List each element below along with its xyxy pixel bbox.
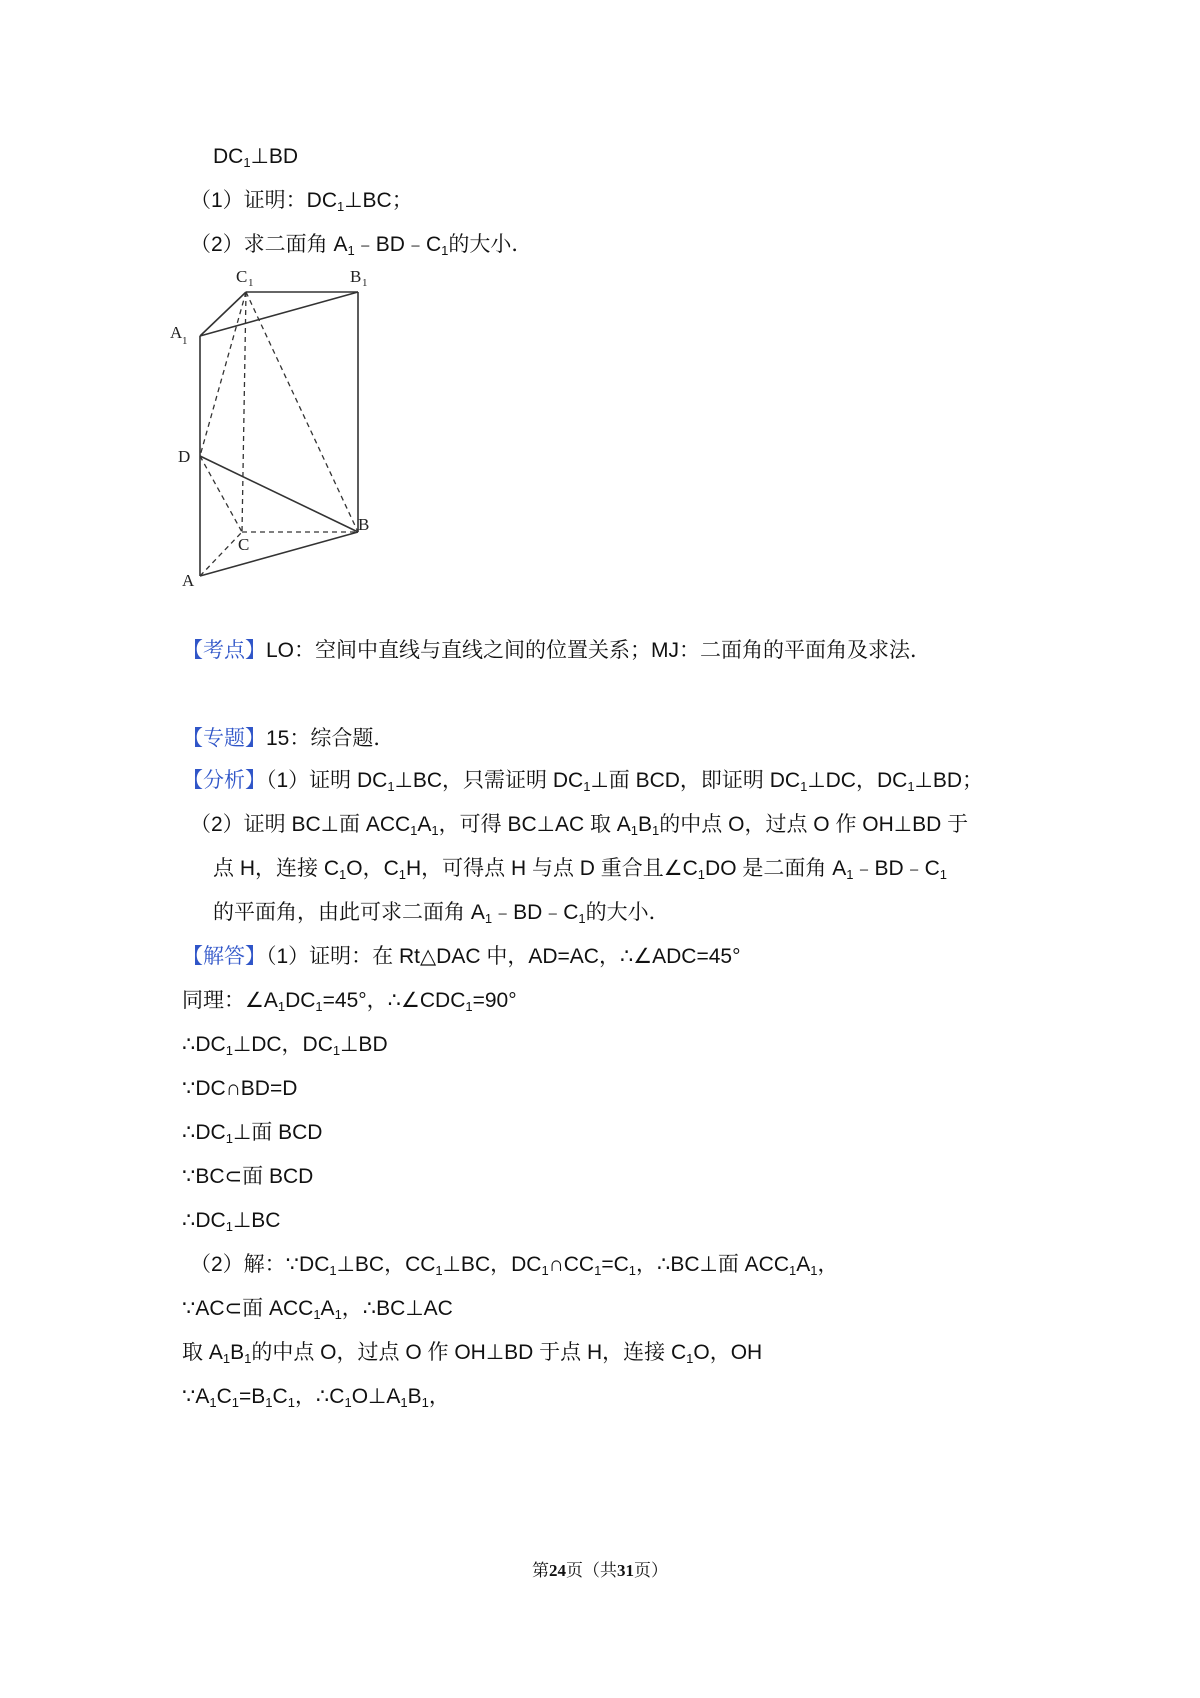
text-run: （2）证明 BC⊥面 ACC: [190, 813, 411, 836]
subscript: 1: [277, 999, 286, 1014]
proof-line-1: [182, 986, 517, 1022]
subscript: 1: [225, 1219, 233, 1234]
text-run: ，∴BC⊥AC: [341, 1297, 453, 1320]
subscript: 1: [628, 1263, 637, 1278]
edge-d-c: [200, 456, 242, 532]
label-a1: A: [170, 323, 183, 342]
text-run: ⊥DC，DC: [232, 1033, 333, 1056]
section-tag: 【考点】: [182, 639, 266, 662]
subscript: 1: [652, 823, 660, 838]
proof-line-5: [182, 1162, 313, 1192]
text-run: ，∴C: [294, 1385, 345, 1408]
text-run: 点 H，连接 C: [213, 857, 339, 880]
text-run: =90°: [472, 989, 517, 1012]
subscript: 1: [846, 867, 854, 882]
section-tag: 【解答】: [182, 945, 266, 968]
text-run: 的大小．: [585, 901, 670, 924]
text-run: ∵A: [182, 1385, 210, 1408]
solution-2-line-1: [190, 1250, 839, 1286]
subscript: 1: [907, 779, 915, 794]
text-run: 15：综合题．: [266, 727, 395, 750]
label-a: A: [182, 571, 195, 590]
subscript: 1: [231, 1395, 240, 1410]
question-2: [190, 230, 532, 266]
text-run: （1）证明 DC: [266, 769, 388, 792]
subscript: 1: [209, 1395, 217, 1410]
text-run: ⊥BC，DC: [442, 1253, 542, 1276]
text-run: ⊥BD: [250, 145, 299, 168]
label-b1-sub: 1: [362, 277, 368, 289]
subscript: 1: [583, 779, 591, 794]
text-run: （2）解：∵DC: [190, 1253, 330, 1276]
edge-d-b: [200, 456, 358, 532]
text-run: =45°，∴∠CDC: [322, 989, 466, 1012]
subscript: 1: [465, 999, 473, 1014]
text-run: 同理：∠A: [182, 989, 278, 1012]
label-a1-sub: 1: [182, 335, 188, 347]
subscript: 1: [697, 867, 706, 882]
fenxi-line-3: [213, 854, 947, 890]
solution-2-line-2: [182, 1294, 453, 1330]
zhuanti-line: [182, 724, 394, 754]
subscript: 1: [939, 867, 948, 882]
section-tag: 【专题】: [182, 727, 266, 750]
text-run: A: [320, 1297, 335, 1320]
text-run: ⊥BC，只需证明 DC: [394, 769, 584, 792]
subscript: 1: [332, 1043, 341, 1058]
text-run: ，∴BC⊥面 ACC: [636, 1253, 790, 1276]
subscript: 1: [347, 243, 355, 258]
text-run: B: [230, 1341, 245, 1364]
subscript: 1: [431, 823, 439, 838]
text-run: ∵AC⊂面 ACC: [182, 1297, 314, 1320]
text-run: DC: [213, 145, 244, 168]
subscript: 1: [800, 779, 808, 794]
edge-c1-c: [242, 292, 246, 532]
subscript: 1: [594, 1263, 602, 1278]
proof-line-6: [182, 1206, 280, 1242]
subscript: 1: [287, 1395, 295, 1410]
text-run: ﹣BD﹣C: [492, 901, 579, 924]
text-run: ∵DC∩BD=D: [182, 1077, 298, 1100]
subscript: 1: [578, 911, 586, 926]
text-run: A: [417, 813, 432, 836]
footer-post: 页）: [634, 1561, 668, 1580]
proof-line-2: [182, 1030, 388, 1066]
fenxi-line-2: [190, 810, 968, 846]
subscript: 1: [265, 1395, 273, 1410]
subscript: 1: [435, 1263, 443, 1278]
prism-figure: [170, 270, 430, 610]
subscript: 1: [441, 243, 449, 258]
text-run: C: [216, 1385, 232, 1408]
footer-pre: 第: [532, 1561, 549, 1580]
text-run: 的大小．: [448, 233, 533, 256]
text-run: ∵BC⊂面 BCD: [182, 1165, 314, 1188]
subscript: 1: [329, 1263, 337, 1278]
subscript: 1: [410, 823, 418, 838]
text-run: ﹣BD﹣C: [354, 233, 442, 256]
subscript: 1: [243, 155, 251, 170]
text-run: ∴DC: [182, 1033, 226, 1056]
text-run: H，可得点 H 与点 D 重合且∠C: [405, 857, 698, 880]
subscript: 1: [686, 1351, 694, 1366]
text-run: O，C: [346, 857, 399, 880]
subscript: 1: [421, 1395, 429, 1410]
subscript: 1: [810, 1263, 818, 1278]
text-run: DO 是二面角 A: [705, 857, 847, 880]
label-c1: C: [236, 270, 248, 286]
subscript: 1: [400, 1395, 408, 1410]
subscript: 1: [339, 867, 347, 882]
text-run: ⊥BC，CC: [336, 1253, 436, 1276]
subscript: 1: [225, 1043, 233, 1058]
subscript: 1: [344, 1395, 352, 1410]
label-c1-sub: 1: [248, 277, 254, 289]
text-run: O⊥A: [351, 1385, 401, 1408]
question-1: [190, 186, 413, 222]
text-run: （1）证明：在 Rt△DAC 中，AD=AC，∴∠ADC=45°: [266, 945, 741, 968]
label-b: B: [358, 515, 370, 534]
text-run: ，: [817, 1253, 839, 1276]
text-run: ，可得 BC⊥AC 取 A: [438, 813, 631, 836]
text-run: DC: [285, 989, 316, 1012]
page-footer: [0, 1556, 1200, 1581]
footer-total-pages: 31: [617, 1561, 634, 1580]
text-run: ，: [428, 1385, 450, 1408]
text-run: ⊥面 BCD，即证明 DC: [590, 769, 801, 792]
text-run: ﹣BD﹣C: [853, 857, 940, 880]
solution-2-line-4: [182, 1382, 450, 1418]
subscript: 1: [387, 779, 395, 794]
text-run: ∴DC: [182, 1209, 226, 1232]
text-run: B: [638, 813, 653, 836]
kaodian-line: [182, 636, 931, 666]
label-c: C: [238, 535, 250, 554]
text-run: ⊥DC，DC: [807, 769, 908, 792]
text-run: 的中点 O，过点 O 作 OH⊥BD 于: [659, 813, 969, 836]
fenxi-line: [182, 766, 983, 802]
text-run: 取 A: [182, 1341, 223, 1364]
subscript: 1: [313, 1307, 321, 1322]
footer-mid: 页（共: [566, 1561, 617, 1580]
subscript: 1: [541, 1263, 549, 1278]
line-dc1-perp-bd: [213, 142, 298, 178]
text-run: 的中点 O，过点 O 作 OH⊥BD 于点 H，连接 C: [251, 1341, 687, 1364]
fenxi-line-4: [213, 898, 670, 934]
edge-c1-d: [200, 292, 246, 456]
section-tag: 【分析】: [182, 769, 266, 792]
subscript: 1: [315, 999, 323, 1014]
text-run: ∴DC: [182, 1121, 226, 1144]
text-run: （1）证明：DC: [190, 189, 338, 212]
text-run: ⊥BC；: [344, 189, 413, 212]
text-run: A: [796, 1253, 811, 1276]
text-run: LO：空间中直线与直线之间的位置关系；MJ：二面角的平面角及求法．: [266, 639, 932, 662]
label-d: D: [178, 447, 191, 466]
text-run: ⊥面 BCD: [232, 1121, 323, 1144]
text-run: =B: [239, 1385, 266, 1408]
label-b1: B: [350, 270, 362, 286]
text-run: =C: [601, 1253, 629, 1276]
subscript: 1: [244, 1351, 252, 1366]
subscript: 1: [789, 1263, 797, 1278]
subscript: 1: [630, 823, 639, 838]
text-run: ⊥BC: [232, 1209, 281, 1232]
subscript: 1: [225, 1131, 233, 1146]
text-run: ⊥BD: [340, 1033, 388, 1056]
subscript: 1: [334, 1307, 342, 1322]
subscript: 1: [484, 911, 493, 926]
subscript: 1: [222, 1351, 231, 1366]
edge-a-b: [200, 532, 358, 576]
text-run: （2）求二面角 A: [190, 233, 348, 256]
proof-line-3: [182, 1074, 297, 1104]
subscript: 1: [337, 199, 345, 214]
subscript: 1: [398, 867, 406, 882]
proof-line-4: [182, 1118, 322, 1154]
jieda-line: [182, 942, 741, 972]
text-run: ∩CC: [548, 1253, 595, 1276]
footer-page-number: 24: [549, 1561, 566, 1580]
text-run: ⊥BD；: [914, 769, 984, 792]
text-run: C: [272, 1385, 288, 1408]
text-run: B: [407, 1385, 422, 1408]
text-run: 的平面角，由此可求二面角 A: [213, 901, 485, 924]
solution-2-line-3: [182, 1338, 762, 1374]
text-run: O，OH: [693, 1341, 763, 1364]
edge-c1-b: [246, 292, 358, 532]
